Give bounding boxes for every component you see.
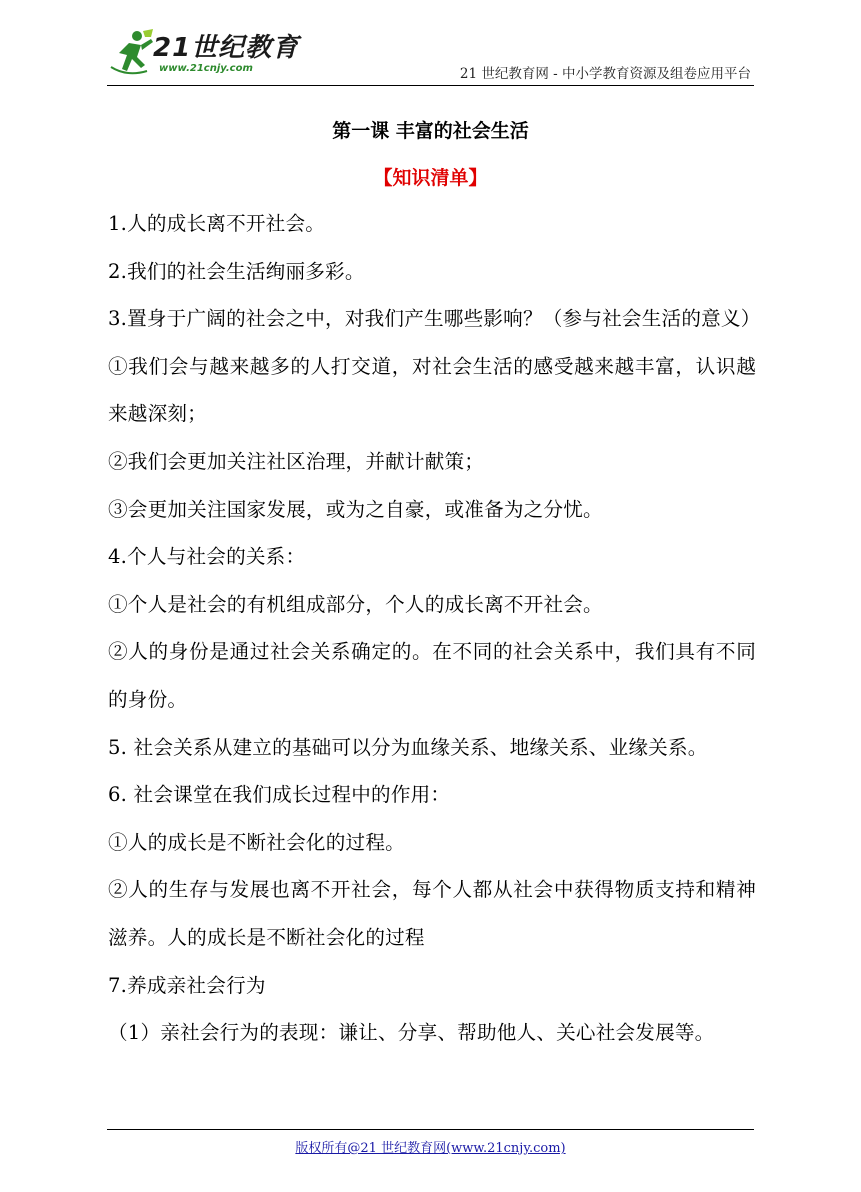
header-divider — [107, 85, 754, 86]
paragraph: 3.置身于广阔的社会之中，对我们产生哪些影响？（参与社会生活的意义） — [108, 307, 761, 331]
page-title: 第一课 丰富的社会生活 — [332, 120, 529, 142]
header-site-text: 21 世纪教育网 - 中小学教育资源及组卷应用平台 — [459, 66, 751, 82]
paragraph: ②我们会更加关注社区治理，并献计献策； — [108, 449, 485, 473]
paragraph: ①人的成长是不断社会化的过程。 — [108, 830, 405, 854]
section-heading: 【知识清单】 — [373, 167, 488, 189]
paragraph: （1）亲社会行为的表现：谦让、分享、帮助他人、关心社会发展等。 — [108, 1021, 715, 1045]
paragraph: 6. 社会课堂在我们成长过程中的作用： — [108, 783, 451, 807]
document-body — [108, 200, 761, 1057]
paragraph: ②人的身份是通过社会关系确定的。在不同的社会关系中，我们具有不同的身份。 — [108, 640, 756, 711]
logo-url: www.21cnjy.com — [159, 63, 253, 74]
paragraph: ①我们会与越来越多的人打交道，对社会生活的感受越来越丰富，认识越来越深刻； — [108, 354, 756, 426]
paragraph: 2.我们的社会生活绚丽多彩。 — [108, 259, 365, 283]
paragraph: 1.人的成长离不开社会。 — [108, 212, 326, 235]
runner-logo-icon — [107, 27, 155, 79]
paragraph: 7.养成亲社会行为 — [108, 973, 266, 997]
paragraph: ③会更加关注国家发展，或为之自豪，或准备为之分忧。 — [108, 497, 603, 521]
site-logo — [107, 27, 300, 83]
footer-divider — [107, 1129, 754, 1130]
paragraph: 4.个人与社会的关系： — [108, 545, 306, 569]
logo-title: 21世纪教育 — [153, 33, 300, 63]
paragraph: 5. 社会关系从建立的基础可以分为血缘关系、地缘关系、业缘关系。 — [108, 735, 708, 759]
paragraph: ①个人是社会的有机组成部分，个人的成长离不开社会。 — [108, 592, 603, 616]
page-header — [0, 0, 861, 92]
footer-copyright-link[interactable]: 版权所有@21 世纪教育网(www.21cnjy.com) — [295, 1141, 566, 1156]
paragraph: ②人的生存与发展也离不开社会，每个人都从社会中获得物质支持和精神滋养。人的成长是不断社会化的过程 — [108, 878, 756, 949]
